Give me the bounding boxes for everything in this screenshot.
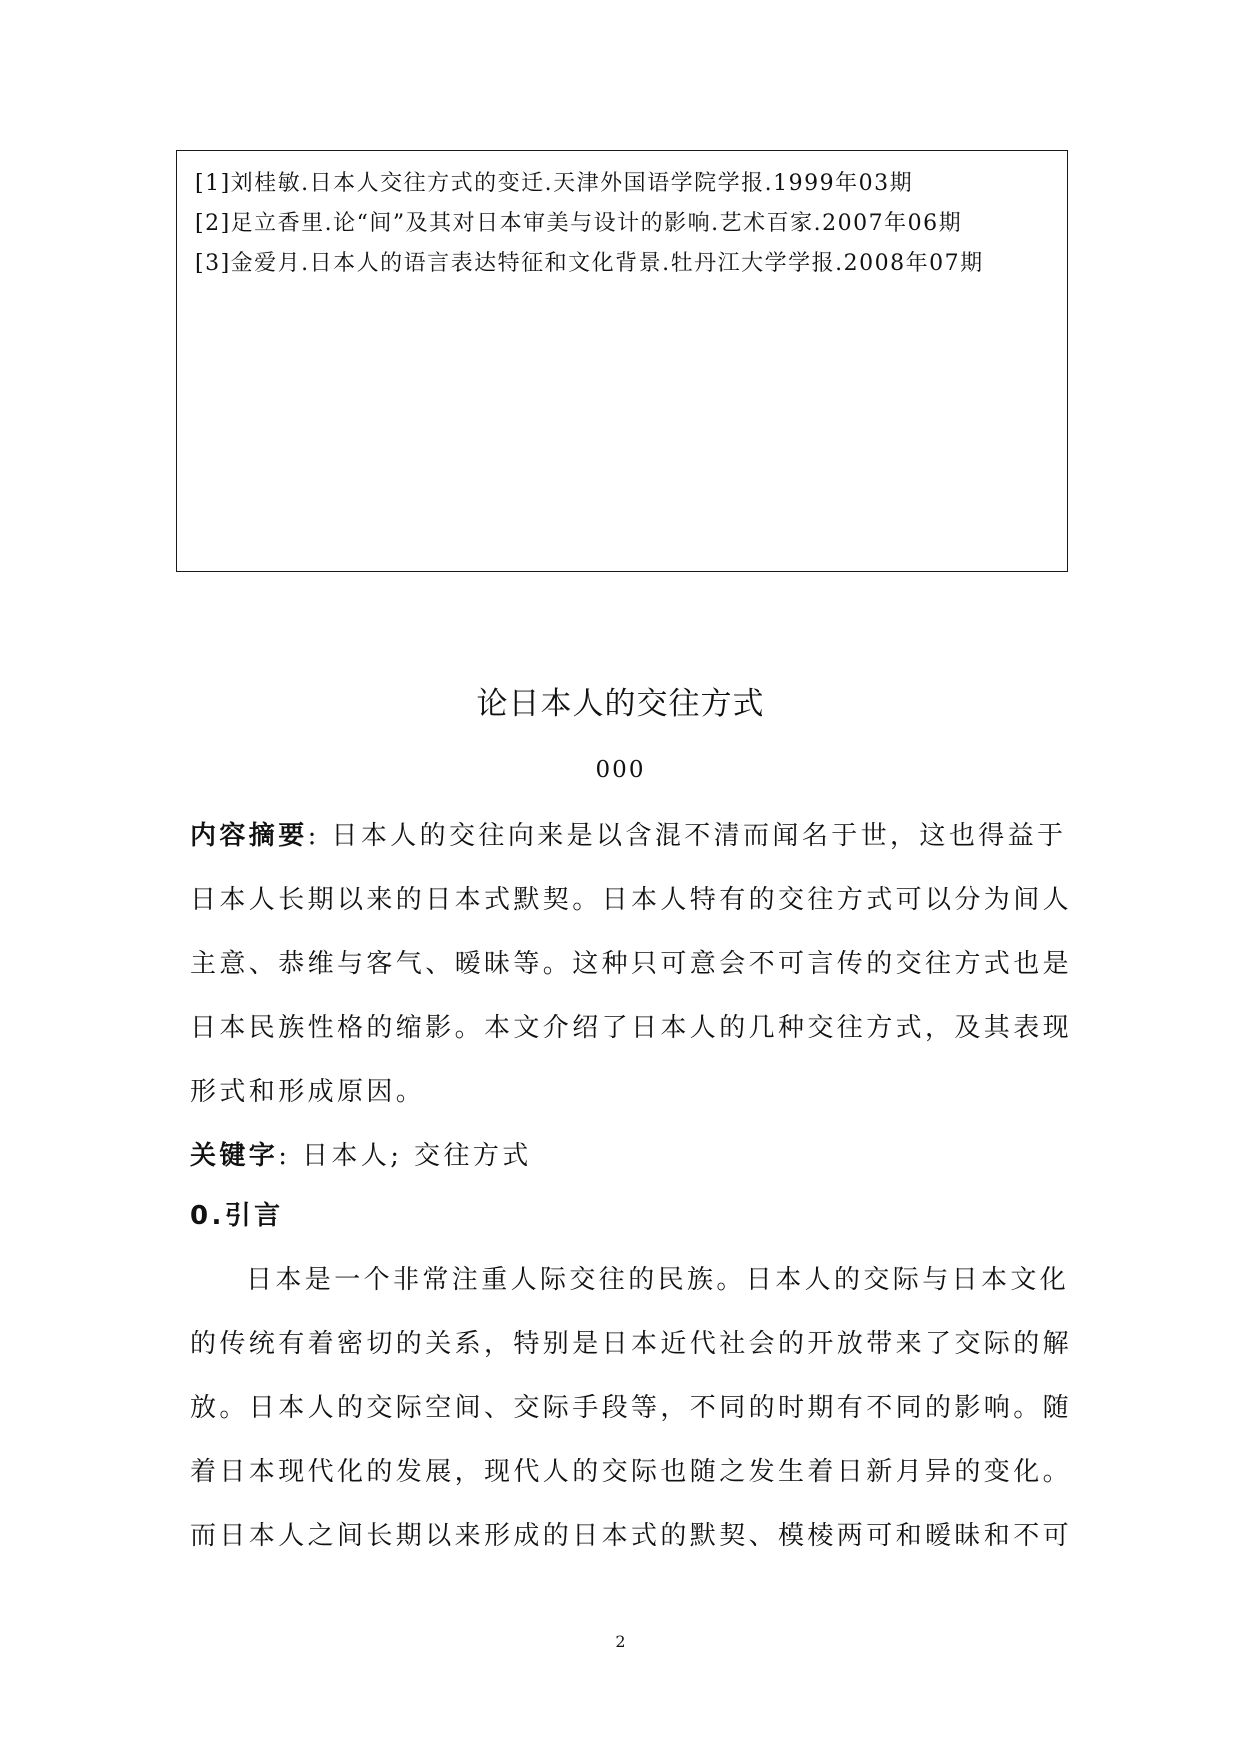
intro-line: 的传统有着密切的关系，特别是日本近代社会的开放带来了交际的解 — [190, 1329, 1073, 1359]
section-heading: 0.引言 — [190, 1201, 284, 1231]
abstract-line: 形式和形成原因。 — [190, 1077, 426, 1107]
intro-line: 日本是一个非常注重人际交往的民族。日本人的交际与日本文化 — [246, 1265, 1070, 1295]
intro-line: 放。日本人的交际空间、交际手段等，不同的时期有不同的影响。随 — [190, 1393, 1073, 1423]
keywords-text: : 日本人; 交往方式 — [278, 1141, 532, 1171]
reference-item: [3]金爱月.日本人的语言表达特征和文化背景.牡丹江大学学报.2008年07期 — [195, 251, 984, 276]
intro-line: 而日本人之间长期以来形成的日本式的默契、模棱两可和暧昧和不可 — [190, 1521, 1073, 1551]
article-author: 000 — [595, 757, 646, 783]
abstract-line: 日本民族性格的缩影。本文介绍了日本人的几种交往方式，及其表现 — [190, 1013, 1073, 1043]
abstract-line — [190, 818, 1066, 854]
abstract-line: 主意、恭维与客气、暧昧等。这种只可意会不可言传的交往方式也是 — [190, 949, 1073, 979]
keywords-line — [190, 1138, 532, 1174]
page-number: 2 — [615, 1632, 626, 1651]
keywords-label: 关键字 — [190, 1141, 279, 1171]
abstract-line: 日本人长期以来的日本式默契。日本人特有的交往方式可以分为间人 — [190, 885, 1073, 915]
abstract-label: 内容摘要 — [190, 821, 308, 851]
references-box — [176, 150, 1068, 572]
abstract-text: : 日本人的交往向来是以含混不清而闻名于世，这也得益于 — [307, 821, 1067, 851]
intro-line: 着日本现代化的发展，现代人的交际也随之发生着日新月异的变化。 — [190, 1457, 1073, 1487]
article-title: 论日本人的交往方式 — [476, 686, 765, 722]
reference-item: [1]刘桂敏.日本人交往方式的变迁.天津外国语学院学报.1999年03期 — [195, 171, 914, 196]
reference-item: [2]足立香里.论“间”及其对日本审美与设计的影响.艺术百家.2007年06期 — [195, 211, 963, 236]
